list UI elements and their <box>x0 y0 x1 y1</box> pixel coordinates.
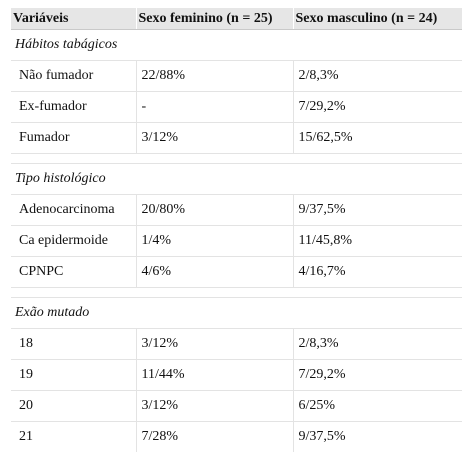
header-variaveis: Variáveis <box>11 8 136 30</box>
section-row <box>11 298 462 329</box>
section-spacer <box>11 154 462 164</box>
header-sexo-feminino: Sexo feminino (n = 25) <box>136 8 293 30</box>
cell-masculino: 7/29,2% <box>293 92 462 123</box>
cell-masculino: 11/45,8% <box>293 226 462 257</box>
table-row <box>11 226 462 257</box>
header-row <box>11 8 462 30</box>
table-row <box>11 195 462 226</box>
cell-feminino: 11/44% <box>136 360 293 391</box>
table-row <box>11 360 462 391</box>
cell-masculino: 2/8,3% <box>293 329 462 360</box>
row-label: Ex-fumador <box>11 92 136 123</box>
section-row <box>11 30 462 61</box>
row-label: Adenocarcinoma <box>11 195 136 226</box>
table-row <box>11 422 462 453</box>
cell-feminino: 20/80% <box>136 195 293 226</box>
section-spacer <box>11 288 462 298</box>
row-label: 21 <box>19 429 33 444</box>
cell-feminino: 3/12% <box>136 123 293 154</box>
cell-masculino: 7/29,2% <box>293 360 462 391</box>
row-label: Não fumador <box>11 61 136 92</box>
row-label: 18 <box>11 329 136 360</box>
cell-feminino: 7/28% <box>136 422 293 453</box>
section-title-tipo-histologico: Tipo histológico <box>11 164 462 195</box>
table-body <box>11 30 462 453</box>
cell-masculino: 6/25% <box>293 391 462 422</box>
table-row <box>11 257 462 288</box>
row-label: CPNPC <box>11 257 136 288</box>
section-title-habitos-tabagicos: Hábitos tabágicos <box>11 30 462 61</box>
section-title-exao-mutado: Exão mutado <box>11 298 462 329</box>
table-row <box>11 61 462 92</box>
table-row <box>11 391 462 422</box>
data-table <box>11 8 462 452</box>
cell-feminino: 4/6% <box>136 257 293 288</box>
section-row <box>11 164 462 195</box>
table-row <box>11 123 462 154</box>
cell-masculino: 9/37,5% <box>293 422 462 453</box>
cell-feminino: 22/88% <box>136 61 293 92</box>
row-label: Ca epidermoide <box>11 226 136 257</box>
cell-masculino: 15/62,5% <box>293 123 462 154</box>
row-label: 19 <box>11 360 136 391</box>
cell-feminino: 3/12% <box>136 329 293 360</box>
table-row <box>11 329 462 360</box>
header-sexo-masculino: Sexo masculino (n = 24) <box>293 8 462 30</box>
cell-feminino: - <box>136 92 293 123</box>
cell-feminino: 1/4% <box>136 226 293 257</box>
row-label: 20 <box>11 391 136 422</box>
cell-feminino: 3/12% <box>136 391 293 422</box>
row-label: Fumador <box>11 123 136 154</box>
cell-masculino: 2/8,3% <box>293 61 462 92</box>
table-row <box>11 92 462 123</box>
table-header <box>11 8 462 30</box>
cell-masculino: 9/37,5% <box>293 195 462 226</box>
cell-masculino: 4/16,7% <box>293 257 462 288</box>
